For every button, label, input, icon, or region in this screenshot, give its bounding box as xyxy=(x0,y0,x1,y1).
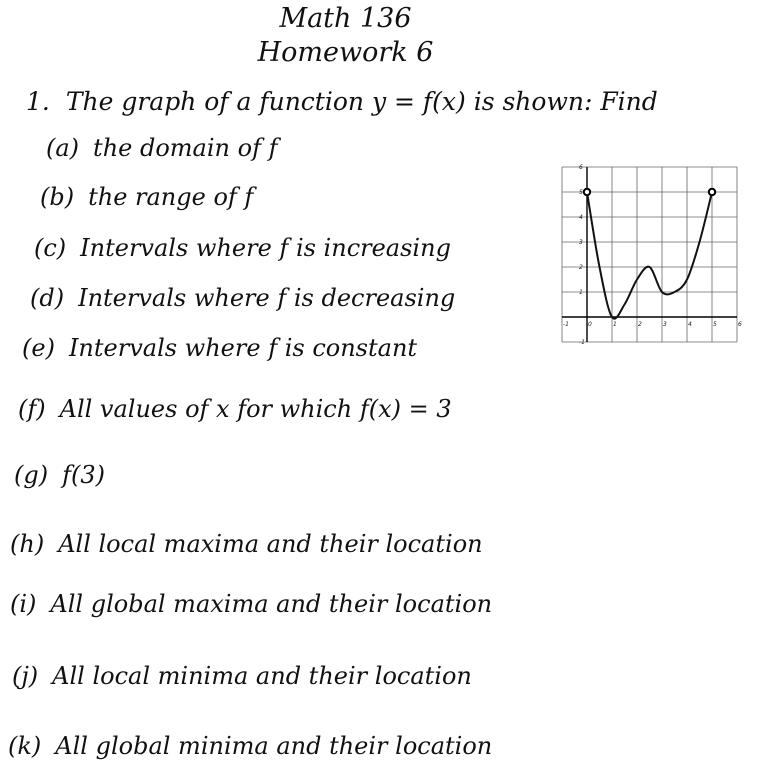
part-label: (k) xyxy=(8,732,42,760)
y-tick-label: 3 xyxy=(579,239,583,246)
x-tick-label: 5 xyxy=(713,321,717,328)
problem-number: 1. xyxy=(26,87,50,116)
part-text: the domain of f xyxy=(93,134,278,162)
x-tick-label: 3 xyxy=(663,321,667,328)
part-f xyxy=(18,395,452,423)
problem-statement xyxy=(26,88,658,116)
x-tick-label: -1 xyxy=(563,321,569,328)
part-h xyxy=(10,530,483,558)
y-tick-label: 5 xyxy=(579,189,583,196)
function-curve xyxy=(587,192,712,319)
x-tick-label: 1 xyxy=(613,321,617,328)
part-label: (a) xyxy=(46,134,80,162)
y-tick-label: -1 xyxy=(579,339,585,346)
part-a xyxy=(46,134,277,162)
y-tick-label: 1 xyxy=(579,289,583,296)
part-label: (j) xyxy=(12,662,39,690)
part-text: All local minima and their location xyxy=(52,662,472,690)
y-tick-label: 4 xyxy=(579,214,583,221)
part-j xyxy=(12,662,472,690)
part-text: All values of x for which f(x) = 3 xyxy=(59,395,452,423)
x-tick-label: 2 xyxy=(638,321,642,328)
part-label: (e) xyxy=(22,334,55,362)
part-text: Intervals where f is constant xyxy=(68,334,418,362)
part-e xyxy=(22,334,417,362)
curve-endpoint xyxy=(584,189,590,195)
part-text: Intervals where f is decreasing xyxy=(78,284,456,312)
part-text: All global maxima and their location xyxy=(50,590,493,618)
y-tick-label: 2 xyxy=(579,264,583,271)
x-tick-label: 6 xyxy=(738,321,742,328)
part-c xyxy=(34,234,451,262)
part-label: (h) xyxy=(10,530,45,558)
part-label: (g) xyxy=(14,461,49,489)
function-graph xyxy=(560,163,744,353)
part-text: the range of f xyxy=(88,183,254,211)
part-text: All local maxima and their location xyxy=(58,530,483,558)
part-text: All global minima and their location xyxy=(55,732,493,760)
part-i xyxy=(10,590,492,618)
part-b xyxy=(40,183,253,211)
y-tick-label: 6 xyxy=(579,164,583,171)
part-text: Intervals where f is increasing xyxy=(80,234,451,262)
part-k xyxy=(8,732,492,760)
part-label: (b) xyxy=(40,183,75,211)
part-d xyxy=(30,284,455,312)
x-tick-label: 0 xyxy=(588,321,592,328)
problem-prompt: The graph of a function y = f(x) is shown: Find xyxy=(65,87,658,116)
page-title: Math 136 xyxy=(279,3,412,34)
part-text: f(3) xyxy=(62,461,105,489)
part-label: (f) xyxy=(18,395,46,423)
part-label: (c) xyxy=(34,234,67,262)
page-subtitle: Homework 6 xyxy=(257,37,434,68)
part-label: (d) xyxy=(30,284,65,312)
curve-endpoint xyxy=(709,189,715,195)
x-tick-label: 4 xyxy=(688,321,692,328)
part-label: (i) xyxy=(10,590,37,618)
part-g xyxy=(14,461,105,489)
